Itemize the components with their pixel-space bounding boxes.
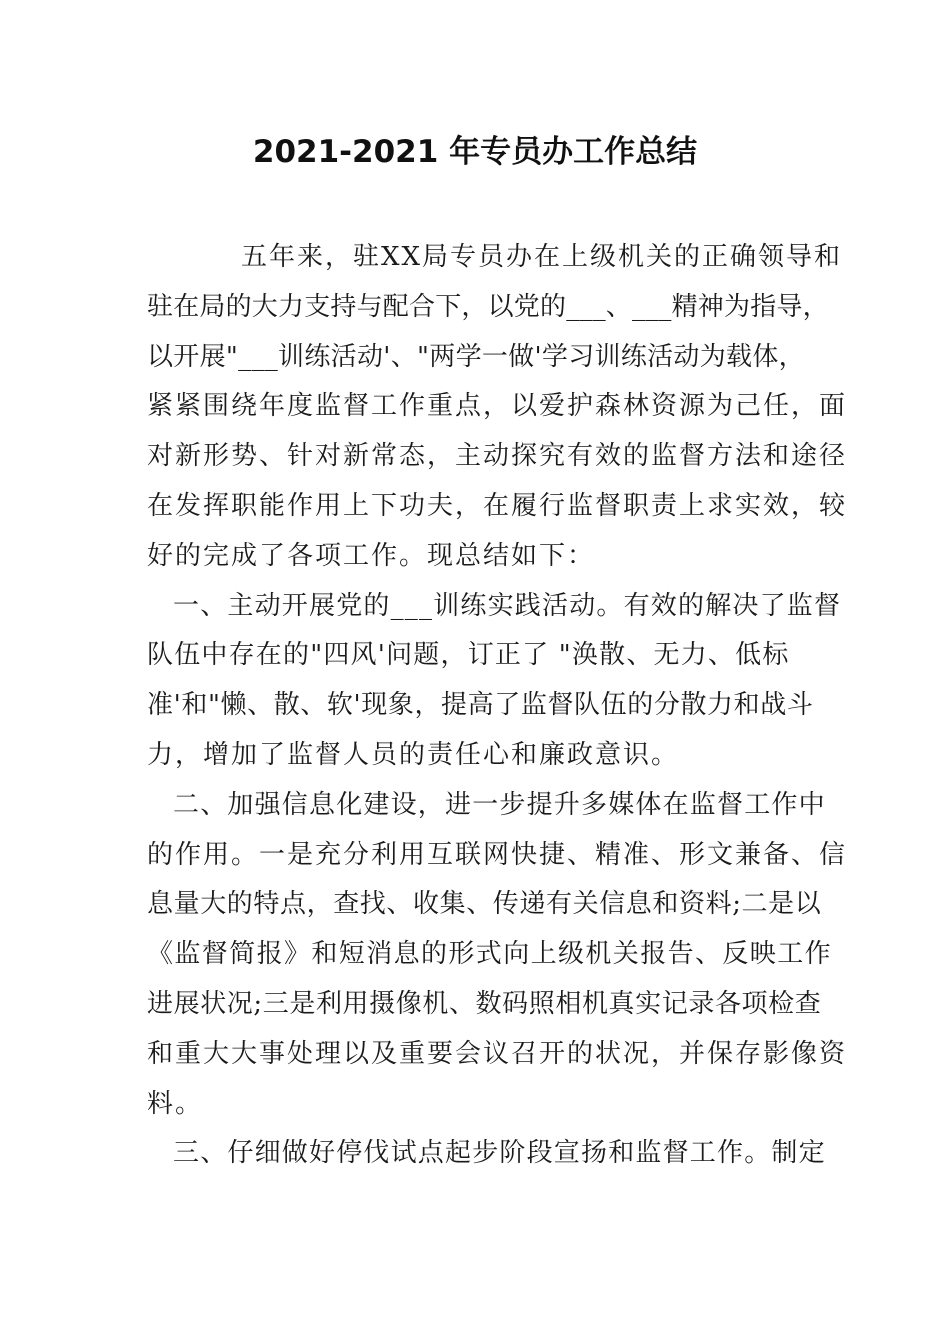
paragraph-line: 驻在局的大力支持与配合下，以党的___、___精神为指导， [147,291,829,322]
paragraph-line: 以开展"___训练活动'、"两学一做'学习训练活动为载体， [147,341,805,372]
paragraph-line: 二、加强信息化建设，进一步提升多媒体在监督工作中 [173,789,826,820]
document-body [147,233,848,1179]
paragraph-line: 在发挥职能作用上下功夫，在履行监督职责上求实效，较 [147,490,848,521]
paragraph-line: 三、仔细做好停伐试点起步阶段宣扬和监督工作。制定 [173,1138,826,1169]
paragraph-line: 和重大大事处理以及重要会议召开的状况，并保存影像资 [147,1038,848,1069]
paragraph-line: 力，增加了监督人员的责任心和廉政意识。 [147,739,680,770]
paragraph-section-2 [147,781,848,1130]
paragraph-line: 料。 [147,1088,204,1119]
paragraph-intro [147,233,848,582]
paragraph-line: 进展状况;三是利用摄像机、数码照相机真实记录各项检查 [147,988,822,1019]
paragraph-line: 好的完成了各项工作。现总结如下： [147,540,596,571]
paragraph-section-1 [147,582,842,781]
paragraph-line: 息量大的特点，查找、收集、传递有关信息和资料;二是以 [147,889,822,920]
paragraph-line: 紧紧围绕年度监督工作重点，以爱护森林资源为己任，面 [147,391,848,422]
paragraph-line: 准'和"懒、散、软'现象，提高了监督队伍的分散力和战斗 [147,690,814,721]
paragraph-line: 的作用。一是充分利用互联网快捷、精准、形文兼备、信 [147,839,848,870]
paragraph-line: 五年来，驻XX局专员办在上级机关的正确领导和 [241,242,843,272]
paragraph-line: 队伍中存在的"四风'问题，订正了 "涣散、无力、低标 [147,640,790,671]
paragraph-line: 一、主动开展党的___训练实践活动。有效的解决了监督 [173,590,842,621]
paragraph-section-3 [147,1129,826,1179]
paragraph-line: 《监督简报》和短消息的形式向上级机关报告、反映工作 [147,939,833,970]
document-title: 2021-2021 年专员办工作总结 [252,134,698,170]
paragraph-line: 对新形势、针对新常态，主动探究有效的监督方法和途径 [147,441,848,472]
